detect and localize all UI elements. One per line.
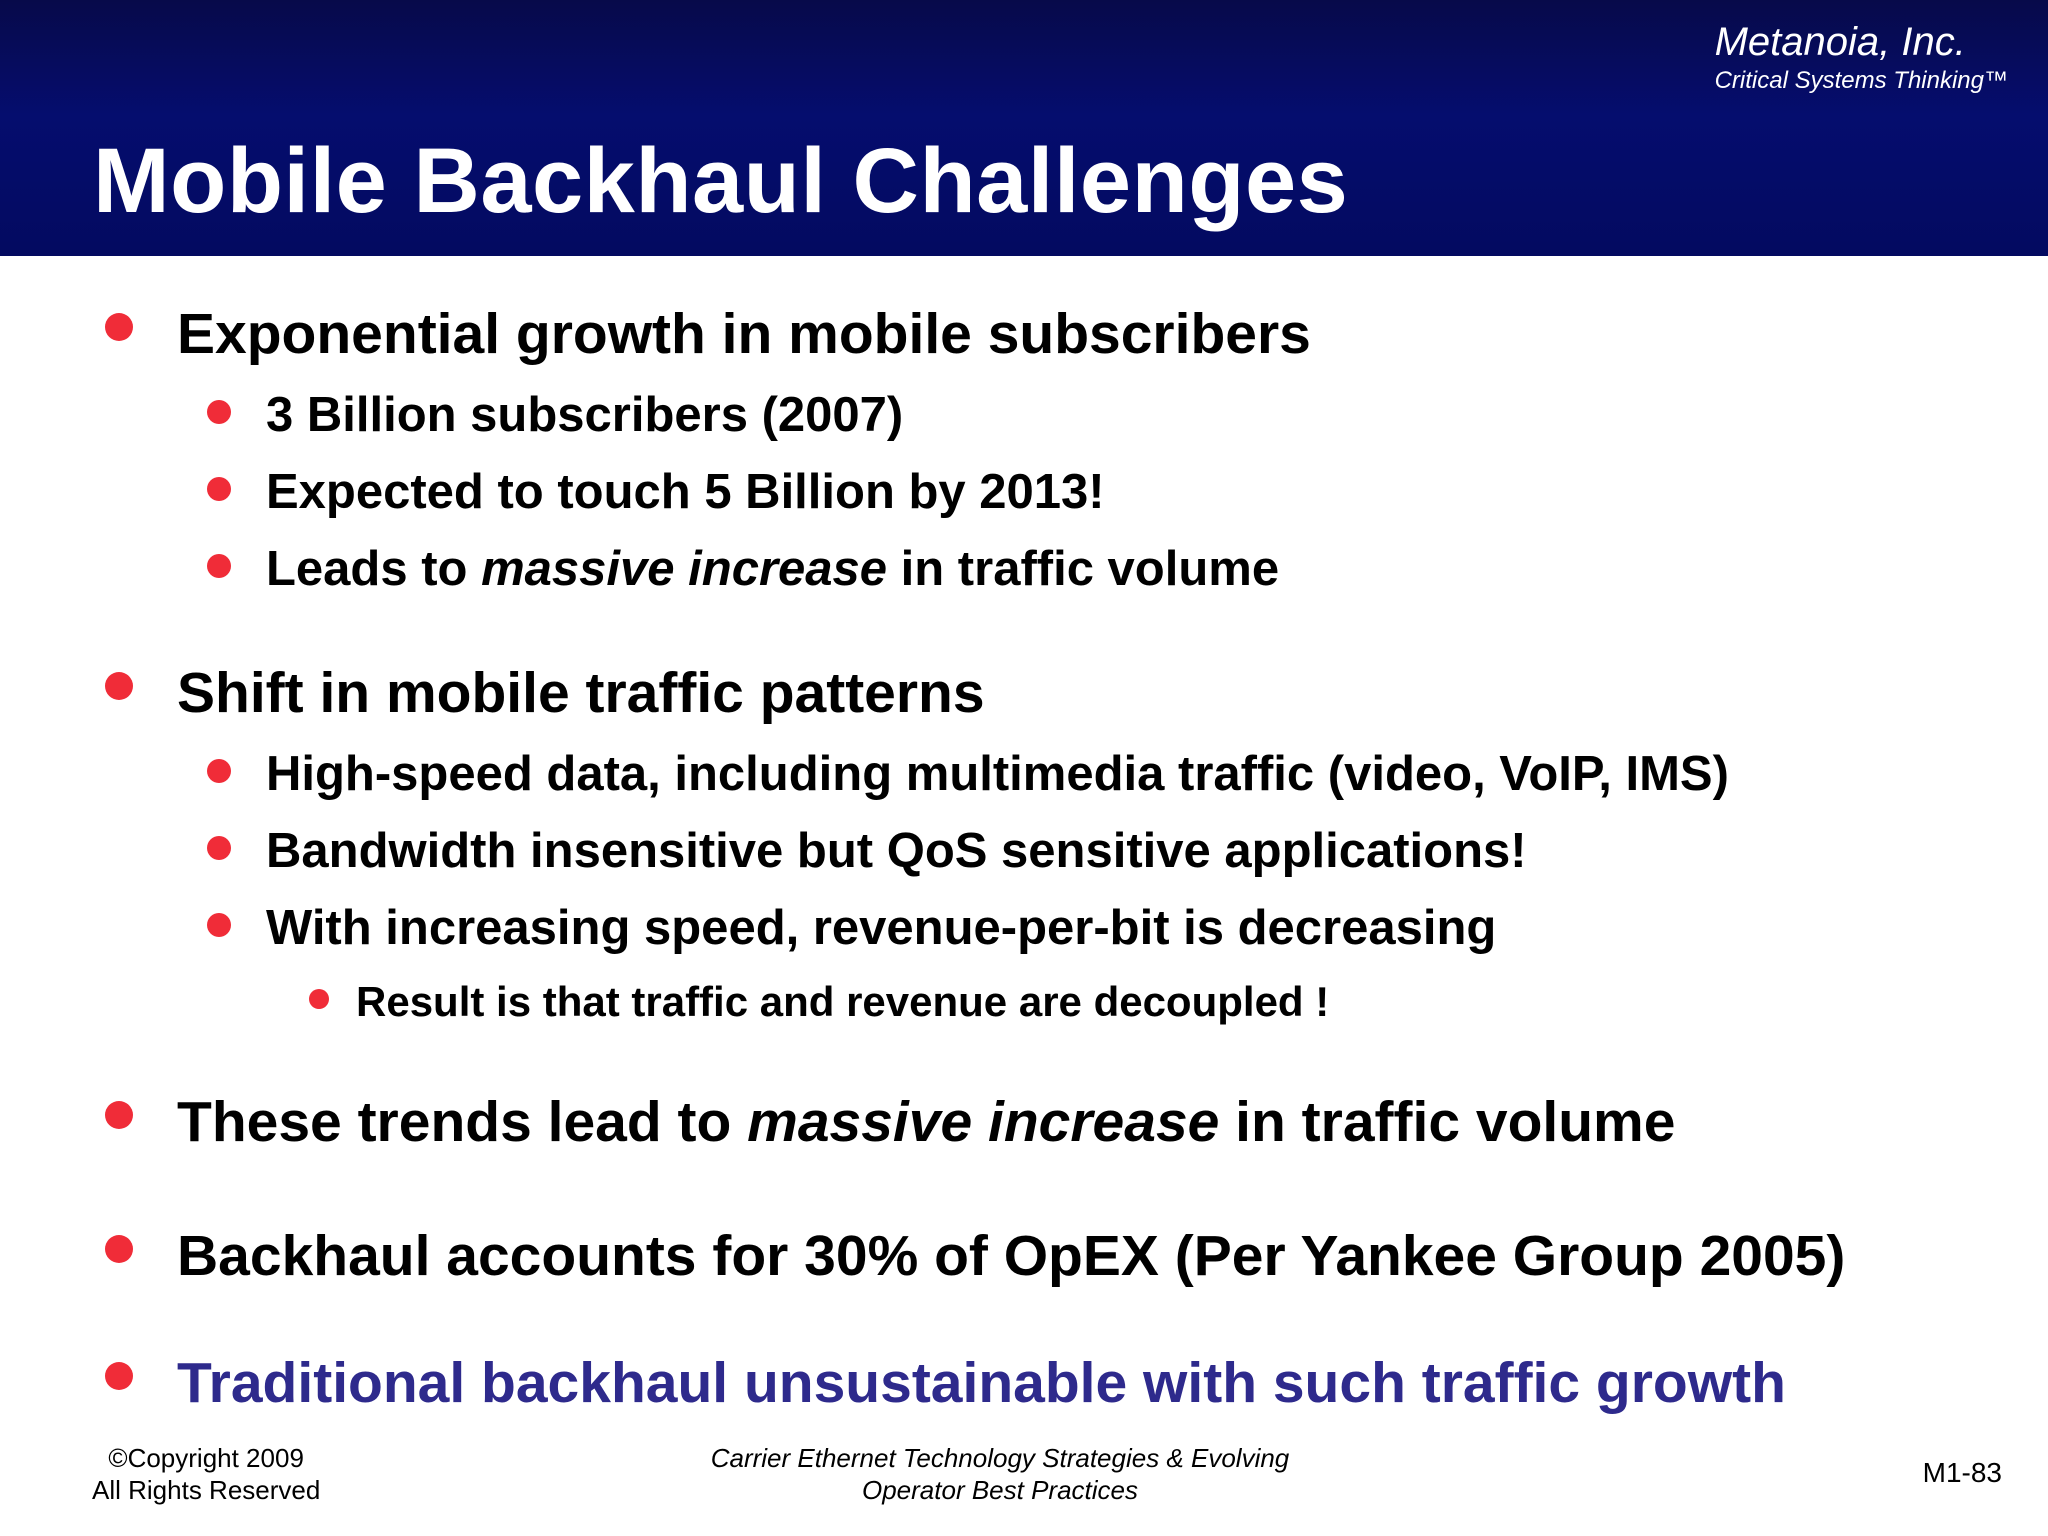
- bullet-text-emphasis: massive increase: [747, 1090, 1220, 1154]
- bullet-item: [177, 1224, 1845, 1288]
- bullet-dot-icon: [207, 400, 231, 424]
- slide-header: [0, 0, 2048, 256]
- bullet-dot-icon: [105, 1235, 133, 1263]
- bullet-text: 3 Billion subscribers (2007): [266, 388, 904, 442]
- sub-bullet-item: [266, 464, 1105, 520]
- bullet-text: Bandwidth insensitive but QoS sensitive applications!: [266, 824, 1527, 878]
- sub-bullet-item: [266, 900, 1496, 956]
- bullet-dot-icon: [207, 477, 231, 501]
- bullet-text: Shift in mobile traffic patterns: [177, 661, 985, 725]
- bullet-dot-icon: [105, 1362, 133, 1390]
- bullet-text: With increasing speed, revenue-per-bit is decreasing: [266, 901, 1497, 955]
- bullet-dot-icon: [207, 554, 231, 578]
- bullet-dot-icon: [207, 759, 231, 783]
- bullet-text: Result is that traffic and revenue are decoupled !: [356, 978, 1330, 1025]
- page-number: M1-83: [1922, 1457, 2002, 1488]
- bullet-text-pre: Leads to: [266, 542, 482, 596]
- slide-footer: [0, 1438, 2048, 1536]
- sub-bullet-item: [266, 387, 903, 443]
- bullet-dot-icon: [105, 1101, 133, 1129]
- bullet-dot-icon: [207, 913, 231, 937]
- sub-bullet-item: [266, 541, 1279, 597]
- sub-sub-bullet-item: [356, 978, 1329, 1026]
- bullet-dot-icon: [105, 672, 133, 700]
- bullet-text: High-speed data, including multimedia traffic (video, VoIP, IMS): [266, 747, 1729, 801]
- bullet-item-highlight: [177, 1351, 1786, 1415]
- slide-title: Mobile Backhaul Challenges: [93, 130, 1349, 232]
- company-name: Metanoia, Inc.: [1714, 20, 1966, 64]
- bullet-text: Expected to touch 5 Billion by 2013!: [266, 465, 1105, 519]
- course-title-line: Carrier Ethernet Technology Strategies & Evolving: [710, 1443, 1290, 1473]
- bullet-dot-icon: [207, 836, 231, 860]
- bullet-item: [177, 302, 1311, 366]
- sub-bullet-item: [266, 746, 1729, 802]
- bullet-item: [177, 661, 985, 725]
- course-title: [640, 1442, 1360, 1506]
- sub-bullet-item: [266, 823, 1527, 879]
- course-title-line: Operator Best Practices: [862, 1475, 1138, 1505]
- company-branding: [1715, 18, 2008, 96]
- bullet-text-emphasis: massive increase: [481, 542, 888, 596]
- bullet-dot-icon: [309, 989, 329, 1009]
- rights-line: All Rights Reserved: [92, 1475, 321, 1505]
- bullet-text: Backhaul accounts for 30% of OpEX (Per Yankee Group 2005): [177, 1224, 1846, 1288]
- bullet-text: Traditional backhaul unsustainable with such traffic growth: [177, 1351, 1786, 1415]
- bullet-item: [177, 1090, 1675, 1154]
- bullet-text: Exponential growth in mobile subscribers: [177, 302, 1311, 366]
- company-tagline: Critical Systems Thinking™: [1714, 67, 2008, 94]
- bullet-text-pre: These trends lead to: [177, 1090, 748, 1154]
- copyright-line: ©Copyright 2009: [108, 1443, 304, 1473]
- bullet-text-post: in traffic volume: [887, 542, 1280, 596]
- copyright-notice: [92, 1442, 320, 1506]
- bullet-text-post: in traffic volume: [1219, 1090, 1676, 1154]
- bullet-dot-icon: [105, 313, 133, 341]
